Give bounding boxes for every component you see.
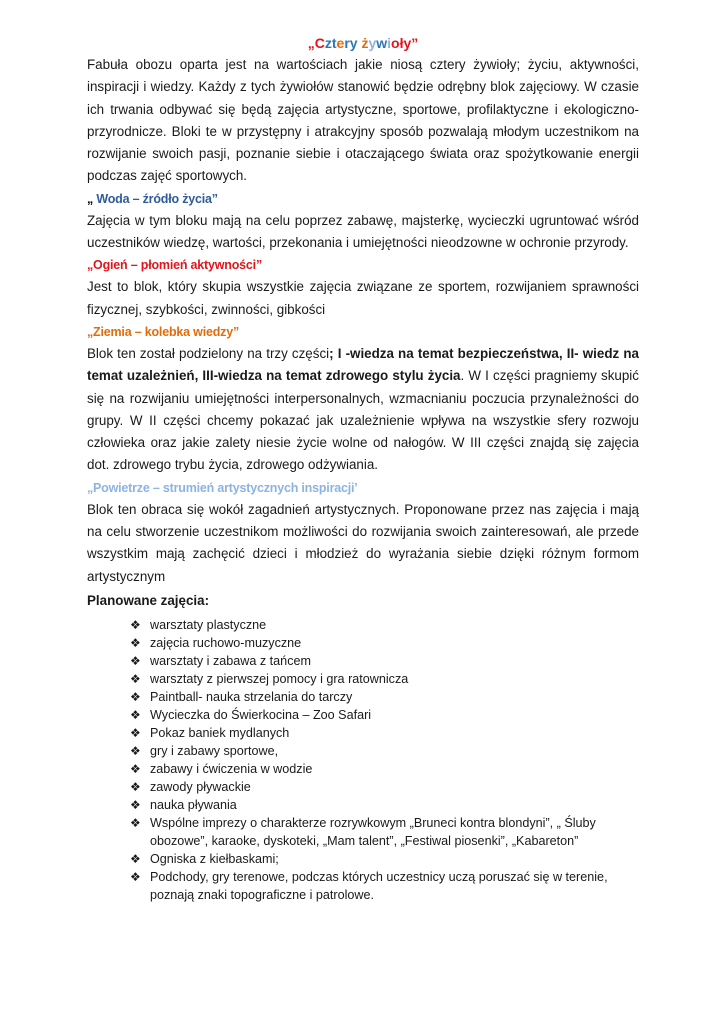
list-item-text: warsztaty z pierwszej pomocy i gra ratownicza [150,671,409,686]
planned-heading: Planowane zajęcia: [87,592,210,608]
diamond-bullet-icon: ❖ [130,635,141,650]
section-heading-water [87,188,639,210]
diamond-bullet-icon: ❖ [130,779,141,794]
fire-paragraph: Jest to blok, który skupia wszystkie zajęcia związane ze sportem, rozwijaniem sprawności fizycznej, szybkości, zwinności, gibkości [87,279,639,317]
title-segment: zt [324,35,337,51]
heading-text: Woda – źródło życia” [93,191,218,206]
list-item-text: zabawy i ćwiczenia w wodzie [150,761,313,776]
list-item [130,868,639,904]
diamond-bullet-icon: ❖ [130,653,141,668]
list-item-text: warsztaty plastyczne [150,617,267,632]
list-item [130,814,639,850]
list-item [130,742,639,760]
intro-paragraph: Fabuła obozu oparta jest na wartościach jakie niosą cztery żywioły; życiu, aktywności, inspiracji i wiedzy. Każdy z tych żywiołów stanowić będzie odrębny blok zajęciowy. W czasie ich trwania odbywać się będą zajęcia artystyczne, sportowe, profilaktyczne i ekologiczno-przyrodnicze. Bloki te w przystępny i atrakcyjny sposób pozwalają młodym uczestnikom na rozwijanie swoich pasji, poznanie siebie i otaczającego świata oraz spożytkowanie energii podczas zajęć sportowych. [87,57,639,184]
list-item [130,796,639,814]
title-segment: y [368,35,377,51]
list-item [130,778,639,796]
earth-text-bold: ; I -wiedza na temat bezpieczeństwa, II- wiedz na temat uzależnień, III-wiedza na temat zdrowego stylu życia [87,345,639,384]
list-item-text: Podchody, gry terenowe, podczas których uczestnicy uczą poruszać się w terenie, poznają znaki topograficzne i patrolowe. [150,869,608,902]
title-segment: ż [361,35,369,51]
water-paragraph: Zajęcia w tym bloku mają na celu poprzez zabawę, majsterkę, wycieczki ugruntować wśród uczestników wiedzę, wartości, przekonania i umiejętności nieodzowne w ochronie przyrody. [87,212,639,251]
list-item [130,616,639,634]
list-item-text: Pokaz baniek mydlanych [150,725,290,740]
earth-text-rest: . W I części pragniemy skupić się na rozwijaniu umiejętności interpersonalnych, wzmacnianiu poczucia przynależności do grupy. W II części chcemy pokazać jak uzależnienie wpływa na wszystkie sfery rozwoju człowieka oraz jakie zalety niesie życie wolne od nałogów. W III części znajdą się zajęcia dot. zdrowego trybu życia, zdrowego odżywiania. [87,368,639,473]
section-heading-earth: „Ziemia – kolebka wiedzy” [87,324,240,339]
list-item-text: Wspólne imprezy o charakterze rozrywkowym „Bruneci kontra blondyni”, „ Śluby obozowe”, karaoke, dyskoteki, „Mam talent”, „Festiwal piosenki”, „Kabareton” [150,815,596,848]
title-segment: „C [307,35,325,51]
diamond-bullet-icon: ❖ [130,851,141,866]
heading-quote-mark: „ [87,191,94,206]
earth-text-intro: Blok ten został podzielony na trzy części [87,345,330,361]
diamond-bullet-icon: ❖ [130,725,141,740]
title-segment: ry [344,35,362,51]
activities-list [87,616,639,904]
section-heading-fire: „Ogień – płomień aktywności” [87,258,262,273]
diamond-bullet-icon: ❖ [130,815,141,830]
list-item [130,670,639,688]
diamond-bullet-icon: ❖ [130,797,141,812]
list-item-text: zajęcia ruchowo-muzyczne [150,635,302,650]
list-item [130,724,639,742]
diamond-bullet-icon: ❖ [130,707,141,722]
title-segment: ły” [399,35,419,51]
list-item [130,706,639,724]
title-segment: o [391,35,400,51]
list-item-text: warsztaty i zabawa z tańcem [150,653,311,668]
list-item [130,760,639,778]
diamond-bullet-icon: ❖ [130,869,141,884]
list-item [130,652,639,670]
title-segment: i [387,35,392,51]
list-item-text: Paintball- nauka strzelania do tarczy [150,689,353,704]
list-item [130,688,639,706]
section-heading-air: „Powietrze – strumień artystycznych inspiracji’ [87,480,358,495]
list-item-text: Ogniska z kiełbaskami; [150,851,279,866]
list-item-text: Wycieczka do Świerkocina – Zoo Safari [150,707,372,722]
air-paragraph: Blok ten obraca się wokół zagadnień artystycznych. Proponowane przez nas zajęcia i mają na celu stworzenie uczestnikom możliwości do rozwijania swoich zainteresowań, ale przede wszystkim mają zachęcić dzieci i młodzież do wyrażania siebie dzięki różnym formom artystycznym [87,501,639,584]
list-item-text: gry i zabawy sportowe, [150,743,279,758]
list-item [130,634,639,652]
diamond-bullet-icon: ❖ [130,689,141,704]
list-item-text: zawody pływackie [150,779,251,794]
title-segment: w [376,35,388,51]
diamond-bullet-icon: ❖ [130,761,141,776]
earth-paragraph [87,343,639,477]
diamond-bullet-icon: ❖ [130,617,141,632]
diamond-bullet-icon: ❖ [130,671,141,686]
list-item-text: nauka pływania [150,797,237,812]
page-title [87,34,639,52]
diamond-bullet-icon: ❖ [130,743,141,758]
list-item [130,850,639,868]
title-segment: e [336,35,345,51]
document-page [87,34,639,904]
